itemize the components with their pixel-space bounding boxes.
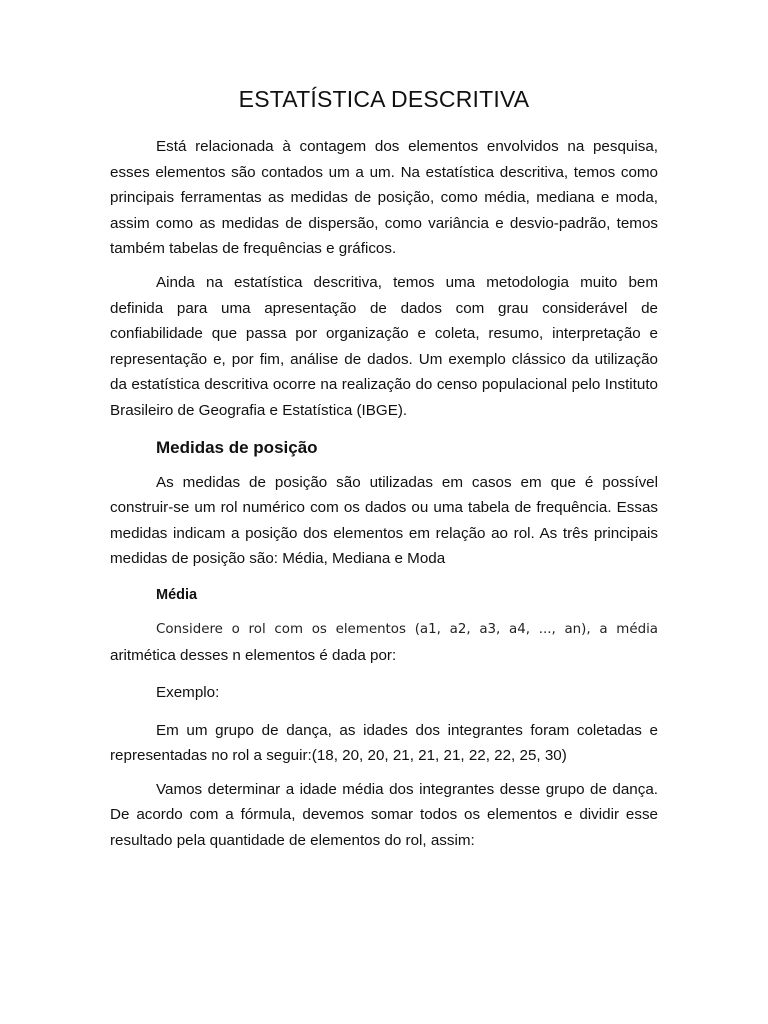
paragraph-methodology: Ainda na estatística descritiva, temos uma metodologia muito bem definida para uma apresentação de dados com grau considerável de confiabilidade que passa por organização e coleta, resumo, interpretação e representação e, por fim, análise de dados. Um exemplo clássico da utilização da estatística descritiva ocorre na realização do censo populacional pelo Instituto Brasileiro de Geografia e Estatística (IBGE). bbox=[110, 273, 658, 419]
media-definition-line1: Considere o rol com os elementos (a1, a2, a3, a4, ..., an), a média bbox=[156, 621, 658, 637]
document-title: ESTATÍSTICA DESCRITIVA bbox=[238, 86, 530, 112]
paragraph-example-ages: Em um grupo de dança, as idades dos integrantes foram coletadas e representadas no rol a seguir:(18, 20, 20, 21, 21, 21, 22, 22, 25, 30) bbox=[110, 721, 658, 765]
media-definition-line2: aritmética desses n elementos é dada por: bbox=[110, 646, 397, 664]
section-heading-medidas-de-posicao: Medidas de posição bbox=[156, 437, 318, 457]
paragraph-media-definition bbox=[110, 616, 658, 668]
paragraph-intro: Está relacionada à contagem dos elementos envolvidos na pesquisa, esses elementos são contados um a um. Na estatística descritiva, temos como principais ferramentas as medidas de posição, como média, mediana e moda, assim como as medidas de dispersão, como variância e desvio-padrão, temos também tabelas de frequências e gráficos. bbox=[110, 138, 658, 258]
paragraph-medidas-de-posicao: As medidas de posição são utilizadas em casos em que é possível construir-se um rol numérico com os dados ou uma tabela de frequência. Essas medidas indicam a posição dos elementos em relação ao rol. As três principais medidas de posição são: Média, Mediana e Moda bbox=[110, 473, 658, 568]
paragraph-example-calculation: Vamos determinar a idade média dos integrantes desse grupo de dança. De acordo com a fórmula, devemos somar todos os elementos e dividir esse resultado pela quantidade de elementos do rol, assim: bbox=[110, 780, 658, 850]
paragraph-exemplo-label: Exemplo: bbox=[156, 684, 220, 702]
section-heading-media: Média bbox=[156, 586, 198, 603]
document-page bbox=[110, 82, 658, 862]
